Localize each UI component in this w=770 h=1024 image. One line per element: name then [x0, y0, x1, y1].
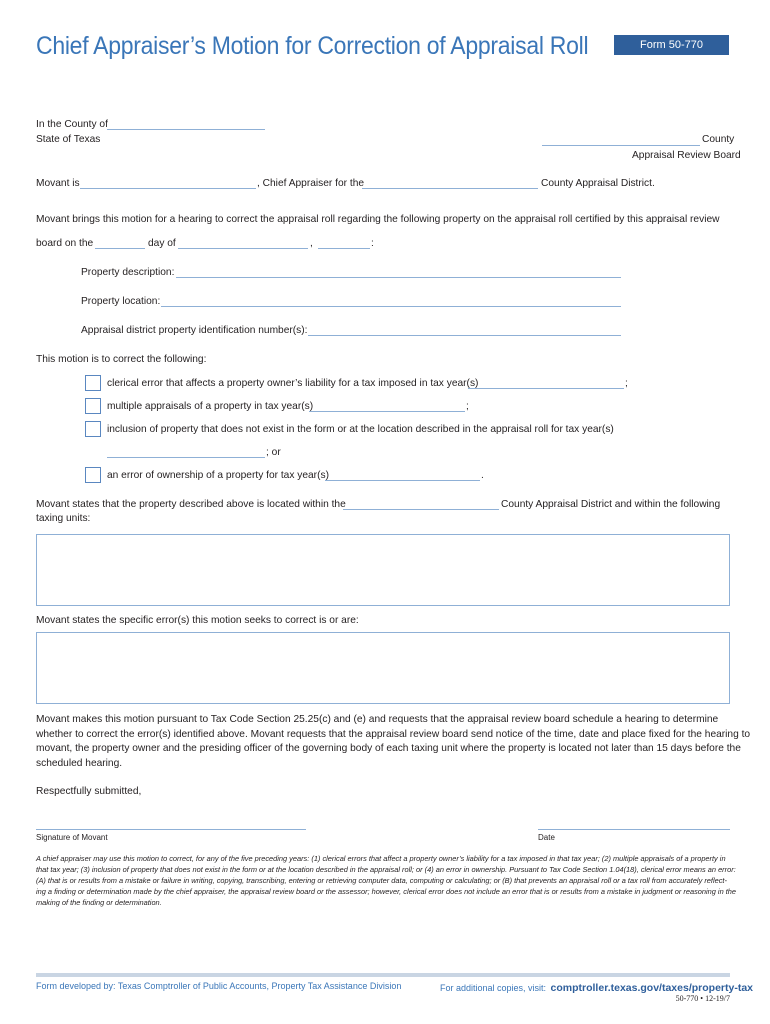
- page-title: Chief Appraiser’s Motion for Correction of Appraisal Roll: [36, 32, 589, 60]
- movant-name-field[interactable]: [80, 188, 256, 189]
- option2-end: ;: [466, 401, 469, 412]
- multiple-appraisals-checkbox[interactable]: [85, 398, 101, 414]
- taxing-units-text-a: Movant states that the property described above is located within the: [36, 499, 346, 510]
- date-label: Date: [538, 833, 555, 842]
- multiple-appraisals-year-field[interactable]: [309, 411, 465, 412]
- pursuant-line-1: Movant makes this motion pursuant to Tax Code Section 25.25(c) and (e) and requests that the appraisal review board schedule a hearing to determine: [36, 714, 719, 725]
- copies-link[interactable]: comptroller.texas.gov/taxes/property-tax: [550, 982, 754, 994]
- note-line-3: (A) that is or results from a mistake or failure in writing, copying, transcribing, entering or retrieving computer data, computing or calculating; or (B) that prevents an appraisal roll or a tax roll from accurately reflect-: [36, 876, 727, 885]
- day-of-label: day of: [148, 238, 176, 249]
- property-id-field[interactable]: [308, 335, 621, 336]
- movant-label: Movant is: [36, 178, 80, 189]
- nonexistent-property-checkbox[interactable]: [85, 421, 101, 437]
- note-line-5: making of the finding or determination.: [36, 898, 162, 907]
- copies-label: For additional copies, visit:: [440, 983, 547, 993]
- multiple-appraisals-label: multiple appraisals of a property in tax year(s): [107, 401, 314, 412]
- taxing-units-text-b: County Appraisal District and within the following: [501, 499, 721, 510]
- specific-errors-label: Movant states the specific error(s) this motion seeks to correct is or are:: [36, 615, 359, 626]
- signature-field[interactable]: [36, 829, 306, 830]
- option3-end: ; or: [266, 447, 281, 458]
- state-label: State of Texas: [36, 134, 101, 145]
- note-line-1: A chief appraiser may use this motion to correct, for any of the five preceding years: (1) clerical errors that affect a property owner’s liability for a tax imposed in that tax year; (2) multiple appraisals of a property in: [36, 854, 726, 863]
- property-location-label: Property location:: [81, 296, 161, 307]
- pursuant-line-4: scheduled hearing.: [36, 758, 123, 769]
- taxing-units-textbox[interactable]: [36, 534, 730, 606]
- county-label: In the County of: [36, 119, 108, 130]
- property-description-label: Property description:: [81, 267, 175, 278]
- cad-label: County Appraisal District.: [541, 178, 655, 189]
- ownership-error-label: an error of ownership of a property for tax year(s): [107, 470, 329, 481]
- county-field[interactable]: [107, 129, 265, 130]
- chief-appraiser-label: , Chief Appraiser for the: [257, 178, 365, 189]
- signature-label: Signature of Movant: [36, 833, 108, 842]
- note-line-4: ing a finding or determination made by the chief appraiser, the appraisal review board or the assessor; however, clerical error does not include an error that is or results from a mistake in judgment or reasoning in the: [36, 887, 737, 896]
- day-field[interactable]: [95, 248, 145, 249]
- intro-text: Movant brings this motion for a hearing to correct the appraisal roll regarding the following property on the appraisal roll certified by this appraisal review: [36, 214, 720, 225]
- arb-label: Appraisal Review Board: [632, 150, 741, 161]
- clerical-error-checkbox[interactable]: [85, 375, 101, 391]
- property-id-label: Appraisal district property identification number(s):: [81, 325, 308, 336]
- arb-county-field[interactable]: [542, 145, 700, 146]
- clerical-error-year-field[interactable]: [468, 388, 624, 389]
- specific-errors-textbox[interactable]: [36, 632, 730, 704]
- note-line-2: that tax year; (3) inclusion of property that does not exist in the form or at the location described in the appraisal roll; or (4) an error in ownership. Pursuant to Tax Code Section 1.04(18), clerical error means an error:: [36, 865, 736, 874]
- nonexistent-property-label: inclusion of property that does not exist in the form or at the location described in the appraisal roll for tax year(s): [107, 424, 614, 435]
- correction-heading: This motion is to correct the following:: [36, 354, 207, 365]
- year-field[interactable]: [318, 248, 370, 249]
- form-number-badge: Form 50-770: [614, 35, 729, 55]
- property-location-field[interactable]: [161, 306, 621, 307]
- ownership-error-year-field[interactable]: [325, 480, 480, 481]
- cad-name-field[interactable]: [362, 188, 538, 189]
- taxing-units-label: taxing units:: [36, 513, 91, 524]
- ownership-error-checkbox[interactable]: [85, 467, 101, 483]
- developed-by-text: Form developed by: Texas Comptroller of Public Accounts, Property Tax Assistance Division: [36, 981, 402, 991]
- date-field[interactable]: [538, 829, 730, 830]
- comma-text: ,: [310, 238, 313, 249]
- option1-end: ;: [625, 378, 628, 389]
- property-description-field[interactable]: [176, 277, 621, 278]
- pursuant-line-3: movant, the property owner and the presiding officer of the governing body of each taxing unit where the property is located not later than 15 days before the: [36, 743, 741, 754]
- colon-text: :: [371, 238, 374, 249]
- month-field[interactable]: [178, 248, 308, 249]
- pursuant-line-2: whether to correct the error(s) identified above. Movant requests that the appraisal review board send notice of the time, date and place fixed for the hearing to: [36, 729, 751, 740]
- respectfully-submitted: Respectfully submitted,: [36, 786, 142, 797]
- nonexistent-property-year-field[interactable]: [107, 457, 265, 458]
- clerical-error-label: clerical error that affects a property owner’s liability for a tax imposed in tax year(s): [107, 378, 479, 389]
- arb-county-label: County: [702, 134, 735, 145]
- taxing-cad-field[interactable]: [343, 509, 499, 510]
- footer-divider: [36, 973, 730, 977]
- board-on-the-label: board on the: [36, 238, 94, 249]
- form-revision: 50-770 • 12-19/7: [675, 994, 730, 1003]
- option4-end: .: [481, 470, 484, 481]
